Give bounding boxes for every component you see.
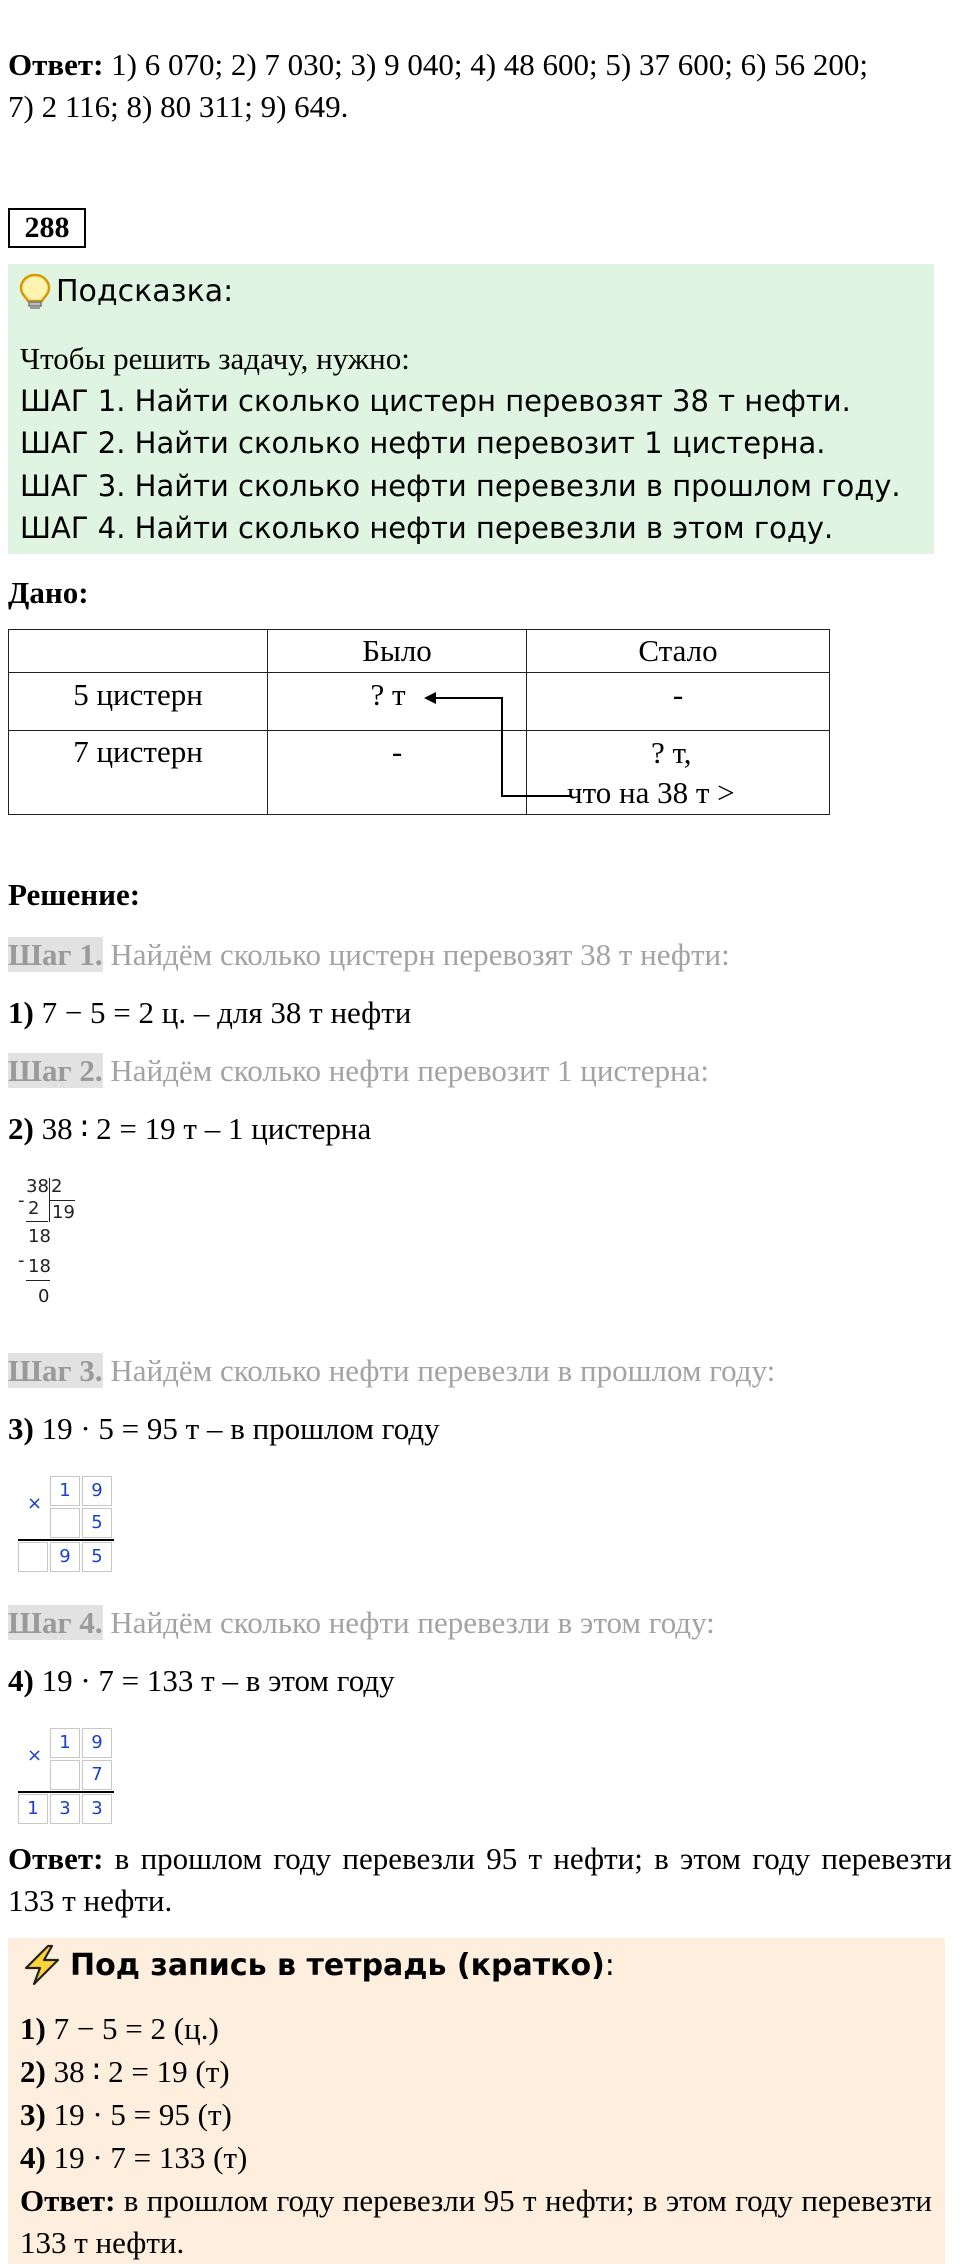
calc-expression: 38 ∶ 2 = 19 т bbox=[33, 1111, 197, 1146]
step-mark: Шаг 1. bbox=[8, 937, 103, 972]
long-division bbox=[16, 1176, 86, 1326]
task-number: 288 bbox=[8, 208, 86, 248]
given-table bbox=[8, 629, 830, 815]
grid-cell: 7 bbox=[82, 1760, 112, 1790]
step-1-line bbox=[8, 934, 730, 976]
calc-expression: 7 − 5 = 2 ц. bbox=[33, 995, 187, 1030]
grid-cell: 1 bbox=[50, 1476, 80, 1506]
calc-number: 2) bbox=[20, 2054, 46, 2089]
calc-expression: 19 · 5 = 95 т bbox=[33, 1411, 200, 1446]
hint-title: Подсказка: bbox=[56, 274, 234, 309]
minus-sign: - bbox=[18, 1190, 25, 1211]
hint-step-text: Найти сколько нефти перевезли в этом году. bbox=[125, 511, 834, 545]
calc-number: 1) bbox=[20, 2011, 46, 2046]
calc-description: – в этом году bbox=[214, 1663, 395, 1698]
table-row bbox=[9, 731, 830, 815]
notebook-title bbox=[70, 1946, 615, 1986]
multiplication-grid-2 bbox=[18, 1728, 118, 1824]
calc-expression: 38 ∶ 2 = 19 (т) bbox=[45, 2054, 230, 2089]
grid-cell: 1 bbox=[50, 1728, 80, 1758]
lightbulb-icon bbox=[18, 272, 52, 312]
step-text: Найдём сколько нефти перевозит 1 цистерна: bbox=[102, 1053, 710, 1088]
calc-expression: 19 · 7 = 133 т bbox=[33, 1663, 215, 1698]
division-bracket-horizontal bbox=[49, 1200, 75, 1201]
hint-step-text: Найти сколько нефти перевозит 1 цистерна. bbox=[125, 426, 826, 460]
remainder-1: 18 bbox=[28, 1226, 51, 1247]
multiplication-grid-1 bbox=[18, 1476, 118, 1572]
notebook-line-3 bbox=[20, 2094, 232, 2136]
previous-answer bbox=[8, 44, 952, 128]
table-cell: - bbox=[268, 731, 527, 815]
result-line bbox=[18, 1791, 114, 1793]
step-mark: Шаг 3. bbox=[8, 1353, 103, 1388]
notebook-line-2 bbox=[20, 2051, 230, 2093]
table-header: Стало bbox=[527, 630, 830, 673]
lightning-icon bbox=[20, 1944, 64, 1986]
answer-text: в прошлом году перевезли 95 т нефти; в этом году перевезти 133 т нефти. bbox=[8, 1841, 952, 1918]
table-cell-value: ? т, bbox=[651, 735, 692, 770]
calc-number: 3) bbox=[20, 2097, 46, 2132]
hint-step-3 bbox=[20, 465, 901, 507]
step-4-line bbox=[8, 1602, 715, 1644]
grid-cell: 1 bbox=[18, 1794, 48, 1824]
hint-step-text: Найти сколько цистерн перевозят 38 т нефти. bbox=[125, 384, 851, 418]
calc-expression: 19 · 7 = 133 (т) bbox=[45, 2140, 248, 2175]
step-2-line bbox=[8, 1050, 709, 1092]
calc-number: 4) bbox=[20, 2140, 46, 2175]
grid-cell: 9 bbox=[50, 1542, 80, 1572]
grid-cell: 3 bbox=[50, 1794, 80, 1824]
notebook-line-1 bbox=[20, 2008, 219, 2050]
grid-cell bbox=[50, 1760, 80, 1790]
step-text: Найдём сколько нефти перевезли в прошлом году: bbox=[102, 1353, 776, 1388]
calc-number: 3) bbox=[8, 1411, 34, 1446]
quotient: 19 bbox=[52, 1202, 75, 1223]
minus-sign: - bbox=[18, 1250, 25, 1271]
divisor: 2 bbox=[51, 1176, 63, 1197]
grid-cell: 9 bbox=[82, 1476, 112, 1506]
answer-paragraph bbox=[8, 1838, 952, 1922]
step-text: Найдём сколько нефти перевезли в этом году: bbox=[102, 1605, 715, 1640]
table-cell: - bbox=[527, 673, 830, 731]
calc-3 bbox=[8, 1408, 440, 1450]
table-cell-note: что на 38 т > bbox=[567, 775, 735, 810]
calc-number: 4) bbox=[8, 1663, 34, 1698]
grid-cell: 5 bbox=[82, 1542, 112, 1572]
table-cell: 5 цистерн bbox=[9, 673, 268, 731]
table-cell: ? т bbox=[268, 673, 527, 731]
subtrahend-1: 2 bbox=[28, 1198, 40, 1219]
notebook-title-colon: : bbox=[604, 1948, 615, 1983]
calc-expression: 7 − 5 = 2 (ц.) bbox=[45, 2011, 219, 2046]
calc-description: – в прошлом году bbox=[199, 1411, 440, 1446]
step-text: Найдём сколько цистерн перевозят 38 т нефти: bbox=[102, 937, 730, 972]
solution-label: Решение: bbox=[8, 877, 141, 912]
remainder-2: 0 bbox=[38, 1286, 50, 1307]
table-header bbox=[9, 630, 268, 673]
hint-step-4 bbox=[20, 507, 833, 549]
answer-line-2: 7) 2 116; 8) 80 311; 9) 649. bbox=[8, 89, 349, 124]
multiply-sign: × bbox=[27, 1745, 43, 1766]
table-cell: 7 цистерн bbox=[9, 731, 268, 815]
answer-text: в прошлом году перевезли 95 т нефти; в этом году перевезти 133 т нефти. bbox=[20, 2183, 932, 2260]
arrow-icon bbox=[420, 690, 580, 800]
answer-label: Ответ: bbox=[8, 1841, 104, 1876]
calc-expression: 19 · 5 = 95 (т) bbox=[45, 2097, 232, 2132]
calc-4 bbox=[8, 1660, 395, 1702]
hint-step-label: ШАГ 2. bbox=[20, 426, 126, 460]
division-line bbox=[26, 1280, 50, 1281]
hint-step-2 bbox=[20, 422, 825, 464]
hint-step-label: ШАГ 4. bbox=[20, 511, 126, 545]
notebook-line-4 bbox=[20, 2137, 247, 2179]
grid-cell bbox=[50, 1508, 80, 1538]
step-3-line bbox=[8, 1350, 775, 1392]
hint-step-label: ШАГ 3. bbox=[20, 469, 126, 503]
answer-line-1: 1) 6 070; 2) 7 030; 3) 9 040; 4) 48 600; 5) 37 600; 6) 56 200; bbox=[103, 47, 869, 82]
step-mark: Шаг 4. bbox=[8, 1605, 103, 1640]
grid-cell: 9 bbox=[82, 1728, 112, 1758]
grid-cell: 3 bbox=[82, 1794, 112, 1824]
table-header-row bbox=[9, 630, 830, 673]
table-header: Было bbox=[268, 630, 527, 673]
division-line bbox=[26, 1221, 48, 1222]
calc-description: – для 38 т нефти bbox=[186, 995, 412, 1030]
given-label: Дано: bbox=[8, 575, 89, 610]
hint-step-1 bbox=[20, 380, 851, 422]
grid-cell bbox=[18, 1542, 48, 1572]
grid-cell: 5 bbox=[82, 1508, 112, 1538]
answer-label: Ответ: bbox=[8, 47, 104, 82]
hint-intro: Чтобы решить задачу, нужно: bbox=[20, 341, 410, 376]
table-row bbox=[9, 673, 830, 731]
subtrahend-2: 18 bbox=[28, 1256, 51, 1277]
calc-number: 1) bbox=[8, 995, 34, 1030]
calc-description: – 1 цистерна bbox=[196, 1111, 372, 1146]
dividend: 38 bbox=[26, 1176, 49, 1197]
calc-number: 2) bbox=[8, 1111, 34, 1146]
answer-label: Ответ: bbox=[20, 2183, 116, 2218]
hint-step-label: ШАГ 1. bbox=[20, 384, 126, 418]
hint-step-text: Найти сколько нефти перевезли в прошлом году. bbox=[125, 469, 901, 503]
notebook-title-text: Под запись в тетрадь (кратко) bbox=[70, 1948, 605, 1983]
notebook-answer bbox=[20, 2180, 932, 2264]
calc-1 bbox=[8, 992, 411, 1034]
multiply-sign: × bbox=[27, 1493, 43, 1514]
step-mark: Шаг 2. bbox=[8, 1053, 103, 1088]
result-line bbox=[18, 1539, 114, 1541]
calc-2 bbox=[8, 1108, 371, 1150]
